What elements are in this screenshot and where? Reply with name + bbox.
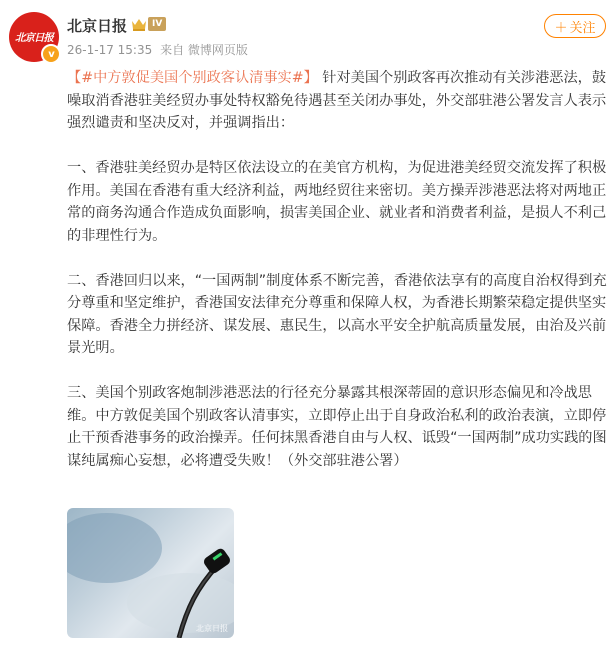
avatar[interactable] <box>9 12 59 62</box>
level-badge: IV <box>148 17 166 31</box>
crown-icon <box>131 17 147 31</box>
timestamp[interactable]: 26-1-17 15:35 <box>67 43 153 57</box>
microphone-photo <box>67 508 234 638</box>
post-content <box>67 67 607 495</box>
username[interactable]: 北京日报 <box>67 17 128 35</box>
verified-icon: v <box>41 44 61 64</box>
post-intro <box>67 67 607 135</box>
avatar-logo-text: 北京日报 <box>15 31 53 44</box>
plus-icon: ＋ <box>554 20 568 36</box>
post-meta <box>67 41 252 58</box>
follow-button[interactable] <box>544 14 606 38</box>
intro-text: 针对美国个别政客再次推动有关涉港恶法，鼓噪取消香港驻美经贸办事处特权豁免待遇甚至关闭办事处，外交部驻港公署发言人表示强烈谴责和坚决反对，并强调指出： <box>67 70 607 131</box>
image-watermark: 北京日报 <box>196 624 228 633</box>
post-image[interactable] <box>67 508 234 638</box>
paragraph-2: 二、香港回归以来，“一国两制”制度体系不断完善，香港依法享有的高度自治权得到充分尊重和坚定维护，香港国安法律充分尊重和保障人权，为香港长期繁荣稳定提供坚实保障。香港全力拼经济、谋发展、惠民生，以高水平安全护航高质量发展，由治及兴前景光明。 <box>67 272 607 356</box>
post-source: 来自 微博网页版 <box>160 43 248 57</box>
paragraph-3: 三、美国个别政客炮制涉港恶法的行径充分暴露其根深蒂固的意识形态偏见和冷战思维。中方敦促美国个别政客认清事实，立即停止出于自身政治私利的政治表演，立即停止干预香港事务的政治操弄。任何抹黑香港自由与人权、诋毁“一国两制”成功实践的图谋纯属痴心妄想，必将遭受失败！（外交部驻港公署） <box>67 385 607 469</box>
paragraph-1: 一、香港驻美经贸办是特区依法设立的在美官方机构，为促进港美经贸交流发挥了积极作用。美国在香港有重大经济利益，两地经贸往来密切。美方操弄涉港恶法将对两地正常的商务沟通合作造成负面影响，损害美国企业、就业者和消费者利益，是损人不利己的非理性行为。 <box>67 160 607 244</box>
follow-label: 关注 <box>569 20 596 36</box>
topic-link[interactable]: 【#中方敦促美国个别政客认清事实#】 <box>67 70 318 86</box>
